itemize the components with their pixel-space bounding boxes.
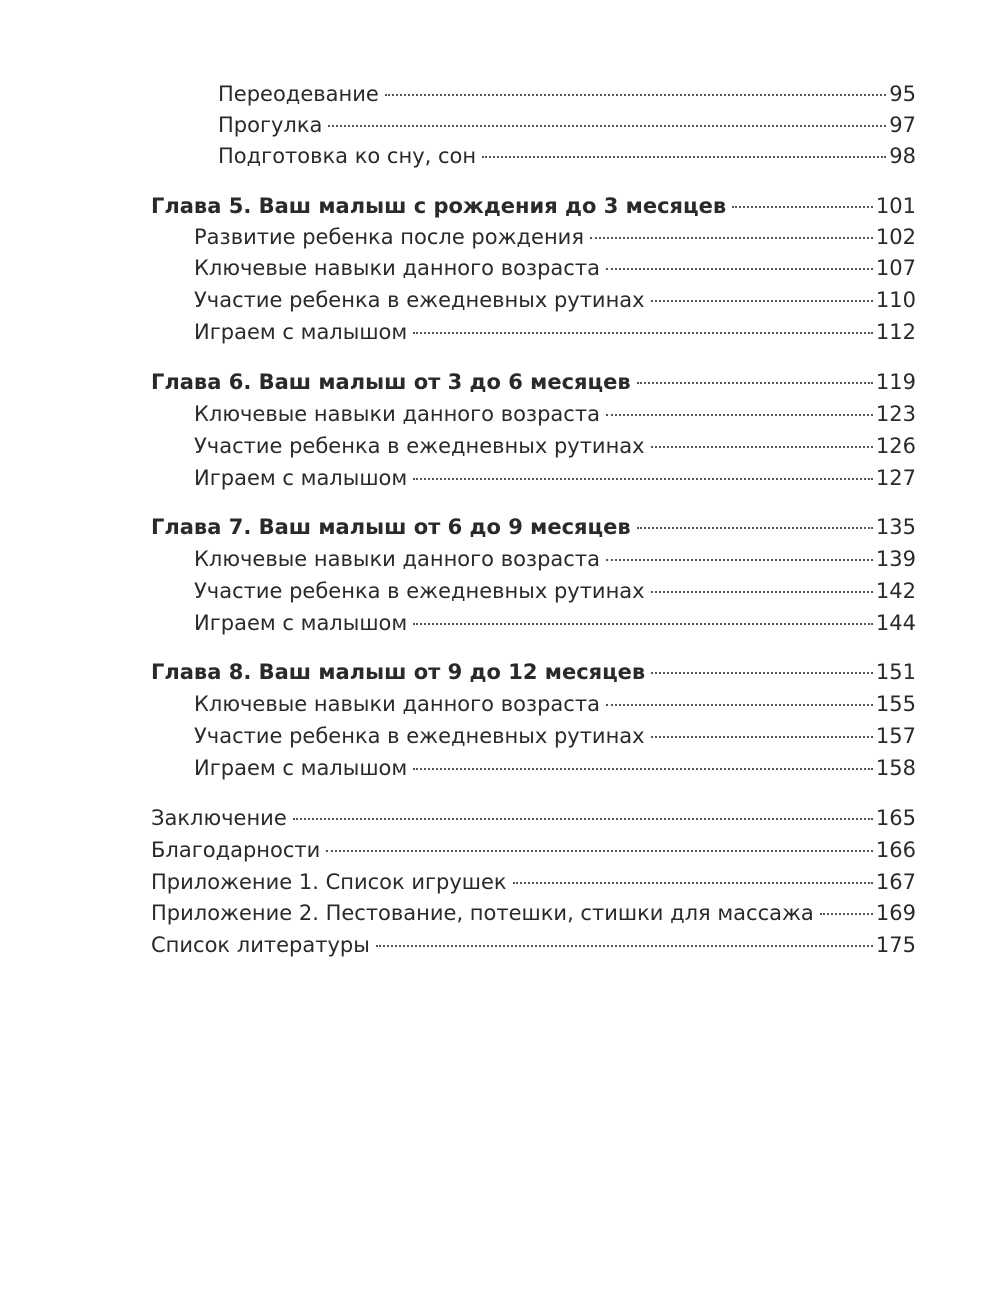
toc-entry-title: Ключевые навыки данного возраста [194, 547, 600, 571]
toc-entry-title: Заключение [151, 806, 287, 830]
dot-leader [482, 156, 886, 158]
toc-entry-page-number: 126 [875, 434, 916, 458]
toc-entry-title: Переодевание [218, 82, 379, 106]
toc-entry-section [194, 398, 916, 430]
toc-entry-page-number: 110 [875, 288, 916, 312]
toc-entry-title: Глава 5. Ваш малыш с рождения до 3 месяцев [151, 194, 727, 218]
toc-entry-page-number: 98 [889, 144, 916, 168]
toc-entry-page-number: 157 [875, 724, 916, 748]
dot-leader [293, 818, 873, 820]
toc-entry-title: Список литературы [151, 933, 370, 957]
toc-entry-title: Ключевые навыки данного возраста [194, 402, 600, 426]
toc-entry-title: Приложение 2. Пестование, потешки, стишки для массажа [151, 901, 814, 925]
toc-entry-title: Прогулка [218, 113, 323, 137]
toc-entry-page-number: 165 [875, 806, 916, 830]
toc-entry-page-number: 127 [875, 466, 916, 490]
toc-entry-page-number: 101 [875, 194, 916, 218]
dot-leader [385, 94, 886, 96]
toc-entry-chapter [151, 834, 916, 866]
toc-entry-title: Участие ребенка в ежедневных рутинах [194, 288, 645, 312]
dot-leader [637, 382, 873, 384]
toc-entry-section [218, 109, 916, 141]
dot-leader [651, 591, 873, 593]
toc-entry-page-number: 112 [875, 320, 916, 344]
toc-entry-title: Играем с малышом [194, 611, 408, 635]
toc-entry-chapter [151, 511, 916, 543]
toc-entry-title: Глава 7. Ваш малыш от 6 до 9 месяцев [151, 515, 631, 539]
toc-entry-chapter [151, 802, 916, 834]
dot-leader [590, 237, 873, 239]
toc-entry-page-number: 102 [875, 225, 916, 249]
toc-entry-page-number: 155 [875, 692, 916, 716]
toc-entry-chapter [151, 656, 916, 688]
dot-leader [637, 527, 873, 529]
toc-entry-page-number: 97 [889, 113, 916, 137]
toc-entry-section [194, 607, 916, 639]
dot-leader [651, 300, 873, 302]
toc-entry-page-number: 166 [875, 838, 916, 862]
toc-entry-title: Благодарности [151, 838, 321, 862]
dot-leader [513, 882, 873, 884]
toc-entry-chapter [151, 190, 916, 222]
dot-leader [413, 478, 873, 480]
dot-leader [606, 268, 873, 270]
toc-entry-title: Играем с малышом [194, 466, 408, 490]
dot-leader [732, 206, 873, 208]
toc-entry-title: Подготовка ко сну, сон [218, 144, 477, 168]
toc-entry-title: Играем с малышом [194, 320, 408, 344]
toc-entry-title: Участие ребенка в ежедневных рутинах [194, 434, 645, 458]
toc-entry-section [218, 78, 916, 110]
toc-entry-title: Приложение 1. Список игрушек [151, 870, 507, 894]
toc-entry-title: Играем с малышом [194, 756, 408, 780]
toc-entry-title: Ключевые навыки данного возраста [194, 692, 600, 716]
toc-entry-title: Развитие ребенка после рождения [194, 225, 584, 249]
toc-entry-chapter [151, 897, 916, 929]
toc-entry-page-number: 142 [875, 579, 916, 603]
toc-entry-chapter [151, 366, 916, 398]
toc-entry-page-number: 151 [875, 660, 916, 684]
dot-leader [651, 446, 873, 448]
toc-entry-page-number: 158 [875, 756, 916, 780]
toc-entry-title: Глава 6. Ваш малыш от 3 до 6 месяцев [151, 370, 631, 394]
dot-leader [413, 332, 873, 334]
toc-entry-section [194, 575, 916, 607]
dot-leader [413, 623, 873, 625]
toc-entry-page-number: 169 [875, 901, 916, 925]
toc-entry-page-number: 107 [875, 256, 916, 280]
dot-leader [413, 768, 873, 770]
dot-leader [376, 945, 873, 947]
toc-entry-chapter [151, 929, 916, 961]
toc-entry-section [194, 284, 916, 316]
toc-entry-section [194, 221, 916, 253]
toc-entry-section [194, 252, 916, 284]
toc-entry-page-number: 139 [875, 547, 916, 571]
toc-entry-title: Ключевые навыки данного возраста [194, 256, 600, 280]
dot-leader [606, 704, 873, 706]
toc-entry-page-number: 144 [875, 611, 916, 635]
toc-entry-section [194, 543, 916, 575]
toc-entry-page-number: 123 [875, 402, 916, 426]
toc-entry-section [194, 752, 916, 784]
toc-entry-section [194, 430, 916, 462]
toc-entry-page-number: 119 [875, 370, 916, 394]
toc-entry-page-number: 175 [875, 933, 916, 957]
dot-leader [651, 672, 873, 674]
toc-entry-page-number: 167 [875, 870, 916, 894]
toc-entry-section [194, 462, 916, 494]
dot-leader [606, 414, 873, 416]
toc-entry-title: Глава 8. Ваш малыш от 9 до 12 месяцев [151, 660, 646, 684]
toc-entry-section [194, 720, 916, 752]
toc-entry-section [194, 316, 916, 348]
toc-entry-chapter [151, 866, 916, 898]
dot-leader [606, 559, 873, 561]
toc-entry-page-number: 135 [875, 515, 916, 539]
toc-entry-title: Участие ребенка в ежедневных рутинах [194, 579, 645, 603]
toc-entry-title: Участие ребенка в ежедневных рутинах [194, 724, 645, 748]
toc-entry-page-number: 95 [889, 82, 916, 106]
dot-leader [328, 125, 886, 127]
dot-leader [326, 850, 873, 852]
dot-leader [820, 913, 873, 915]
toc-entry-section [194, 688, 916, 720]
toc-entry-section [218, 140, 916, 172]
dot-leader [651, 736, 873, 738]
